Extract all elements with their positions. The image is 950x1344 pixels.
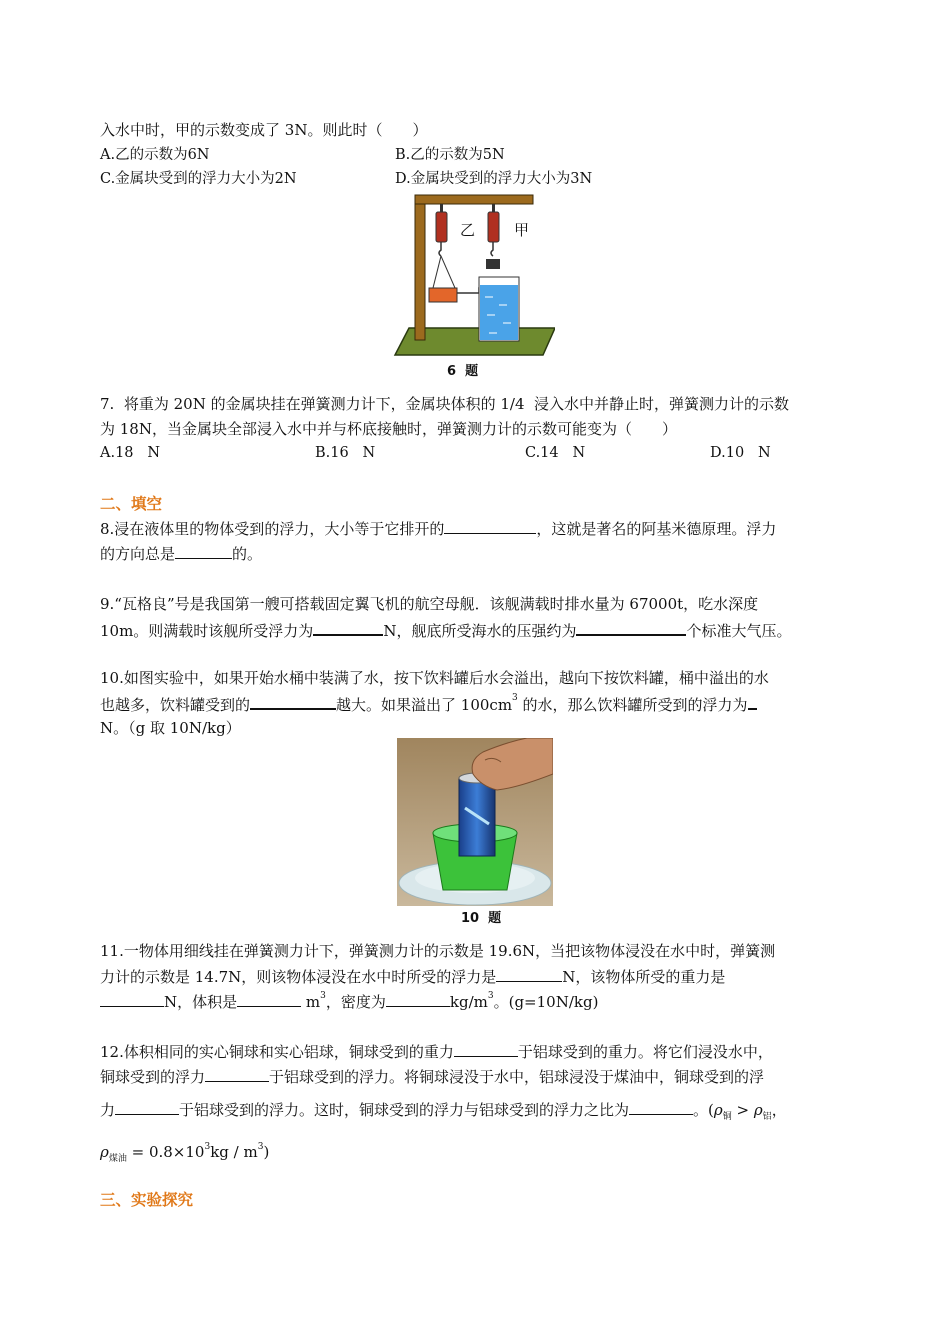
q6-option-d: D.金属块受到的浮力大小为3N: [395, 171, 593, 187]
q6-option-c: C.金属块受到的浮力大小为2N: [100, 171, 297, 187]
q9-line2: [100, 619, 791, 641]
q12-text: 于铝球受到的浮力。这时，铜球受到的浮力与铝球受到的浮力之比为: [179, 1101, 630, 1119]
q9-text: 个标准大气压。: [686, 622, 792, 640]
rho-symbol: ρ: [753, 1101, 763, 1119]
q10-blank-2[interactable]: [748, 693, 757, 710]
q11-blank-1[interactable]: [496, 966, 562, 982]
q12-line4: [100, 1142, 269, 1169]
q8-blank-1[interactable]: [444, 518, 536, 534]
q10-line3: N。（g 取 10N/kg）: [100, 719, 241, 737]
q11-blank-4[interactable]: [386, 991, 450, 1007]
q10-text: 越大。如果溢出了 100cm: [336, 696, 513, 714]
q6-stem: 入水中时，甲的示数变成了 3N。则此时（ ）: [100, 121, 428, 139]
q8-text: ，这就是著名的阿基米德原理。浮力: [536, 520, 777, 538]
q12-line2: [100, 1066, 764, 1087]
q12-text: 力: [100, 1101, 116, 1119]
q7-option-d: D.10 N: [710, 445, 771, 461]
section-experiment-title: 三、实验探究: [100, 1191, 194, 1209]
q7-option-a: A.18 N: [100, 445, 161, 461]
q11-text: 。(g=10N/kg): [493, 993, 599, 1011]
q11-text: N，该物体所受的重力是: [562, 968, 726, 986]
subscript-kerosene: 煤油: [108, 1154, 127, 1164]
q12-comma: ，: [771, 1101, 787, 1119]
q12-close-paren: ): [263, 1143, 270, 1161]
q12-text: 。(: [693, 1101, 714, 1119]
q10-line1: 10.如图实验中，如果开始水桶中装满了水，按下饮料罐后水会溢出，越向下按饮料罐，桶中溢出的水: [100, 669, 769, 687]
q8-line1: [100, 518, 776, 539]
q9-blank-2[interactable]: [576, 619, 686, 636]
q11-blank-3[interactable]: [237, 991, 301, 1007]
can-in-bucket-photo: [397, 738, 553, 906]
section-fill-in-title: 二、填空: [100, 495, 163, 513]
figure-label-yi: 乙: [460, 221, 476, 239]
q7-option-c: C.14 N: [525, 445, 586, 461]
q12-blank-2[interactable]: [205, 1066, 269, 1082]
q11-blank-2[interactable]: [100, 991, 164, 1007]
q7-line2: 为 18N，当金属块全部浸入水中并与杯底接触时，弹簧测力计的示数可能变为（ ）: [100, 420, 677, 438]
q12-blank-1[interactable]: [454, 1041, 518, 1057]
q8-blank-2[interactable]: [175, 543, 232, 559]
q11-line3: [100, 991, 598, 1012]
q11-text: ，密度为: [325, 993, 386, 1011]
q12-rho-oil: [100, 1143, 127, 1164]
q8-line2: [100, 543, 262, 564]
subscript-aluminum: 铝: [762, 1112, 772, 1122]
q8-text: 的。: [232, 545, 263, 563]
q10-blank-1[interactable]: [250, 693, 336, 710]
q12-text: 于铝球受到的重力。将它们浸没水中，: [517, 1043, 773, 1061]
q11-superscript: 3: [320, 991, 326, 1001]
q6-figure: [393, 193, 555, 358]
greater-than: >: [731, 1101, 754, 1119]
q11-text: 力计的示数是 14.7N，则该物体浸没在水中时所受的浮力是: [100, 968, 497, 986]
q12-rho-al: [753, 1101, 772, 1122]
q10-figure-caption: 10 题: [461, 911, 502, 926]
q12-rho-cu: [713, 1101, 732, 1122]
spring-scale-apparatus: [393, 193, 555, 358]
q11-text: kg/m: [449, 993, 488, 1011]
q11-superscript: 3: [487, 991, 494, 1001]
q12-formula-unit: kg / m: [210, 1143, 258, 1161]
q10-text: 也越多，饮料罐受到的: [100, 696, 251, 714]
q11-line1: 11.一物体用细线挂在弹簧测力计下，弹簧测力计的示数是 19.6N，当把该物体浸没在水中时，弹簧测: [100, 942, 776, 960]
q8-text: 的方向总是: [100, 545, 176, 563]
rho-symbol: ρ: [100, 1143, 109, 1161]
q12-blank-4[interactable]: [629, 1099, 693, 1115]
q12-text: 12.体积相同的实心铜球和实心铝球，铜球受到的重力: [100, 1043, 454, 1061]
q10-photo: [397, 738, 553, 906]
q10-line2: [100, 693, 757, 715]
q9-line1: 9.“瓦格良”号是我国第一艘可搭载固定翼飞机的航空母舰．该舰满载时排水量为 67000t，吃水深度: [100, 595, 759, 613]
q6-figure-caption: 6 题: [447, 364, 479, 379]
q11-line2: [100, 966, 725, 987]
q8-text: 8.浸在液体里的物体受到的浮力，大小等于它排开的: [100, 520, 445, 538]
subscript-copper: 铜: [722, 1112, 732, 1122]
q12-formula-sup2: 3: [257, 1142, 264, 1152]
figure-label-jia: 甲: [514, 221, 530, 239]
q12-text: 铜球受到的浮力: [100, 1068, 206, 1086]
q9-blank-1[interactable]: [313, 619, 383, 636]
q7-option-b: B.16 N: [315, 445, 376, 461]
q11-text: N，体积是: [164, 993, 238, 1011]
q12-text: 于铝球受到的浮力。将铜球浸没于水中，铝球浸没于煤油中，铜球受到的浮: [269, 1068, 765, 1086]
q12-formula-sup: 3: [204, 1142, 211, 1152]
q10-text: 的水，那么饮料罐所受到的浮力为: [517, 696, 748, 714]
q10-superscript: 3: [512, 693, 518, 703]
q6-option-a: A.乙的示数为6N: [100, 147, 210, 163]
rho-symbol: ρ: [713, 1101, 723, 1119]
q6-option-b: B.乙的示数为5N: [395, 147, 505, 163]
q7-line1: 7. 将重为 20N 的金属块挂在弹簧测力计下，金属块体积的 1/4 浸入水中并静止时，弹簧测力计的示数: [100, 395, 790, 413]
q9-text: N，舰底所受海水的压强约为: [383, 622, 577, 640]
q12-line3: [100, 1099, 787, 1127]
q12-line1: [100, 1041, 773, 1062]
q9-text: 10m。则满载时该舰所受浮力为: [100, 622, 314, 640]
q12-blank-3[interactable]: [115, 1099, 179, 1115]
q11-text: m: [301, 993, 321, 1011]
q12-formula: = 0.8×10: [126, 1143, 205, 1161]
